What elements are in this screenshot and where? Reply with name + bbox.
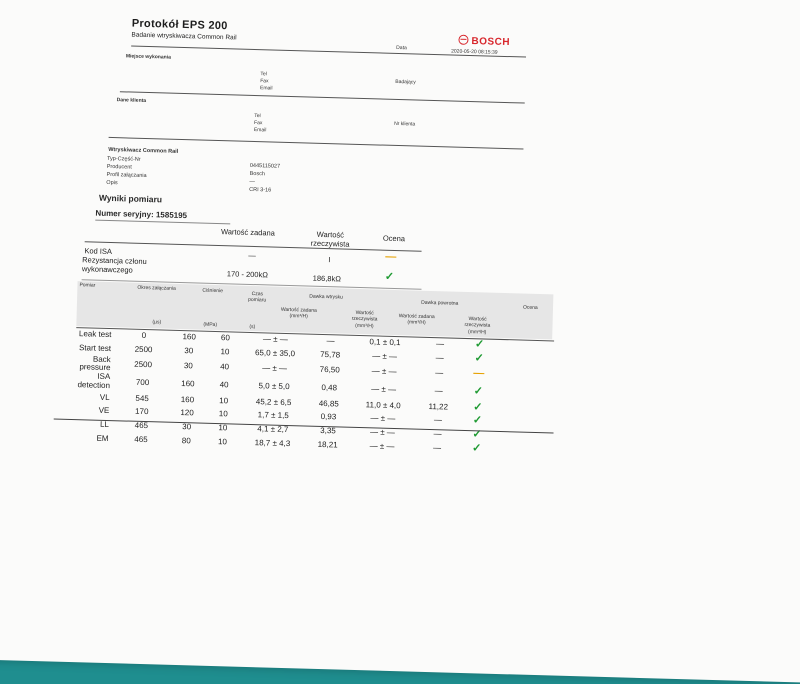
- cell-czas: 10: [218, 423, 228, 433]
- cell-cisnienie: 30: [182, 422, 192, 432]
- client-tel: Tel: [254, 112, 261, 120]
- client-no-label: Nr klienta: [394, 120, 416, 128]
- cell-wr: 76,50: [319, 365, 340, 375]
- rating-check-icon: ✓: [474, 338, 485, 351]
- cell-pr: —: [435, 368, 444, 378]
- cell-cisnienie: 160: [180, 394, 195, 404]
- profile-value: —: [249, 178, 255, 186]
- cell-wr: 18,21: [317, 439, 338, 450]
- cell-pr: —: [435, 339, 445, 349]
- cell-pz: — ± —: [372, 351, 398, 361]
- document-subtitle: Badanie wtryskiwacza Common Rail: [131, 31, 237, 42]
- cell-wz: 1,7 ± 1,5: [257, 410, 289, 421]
- cell-okres: 545: [135, 393, 149, 403]
- cell-wr: 0,93: [320, 412, 337, 422]
- type-label: Typ-Część-Nr: [106, 155, 141, 163]
- profile-label: Profil załączania: [106, 171, 147, 180]
- hdr-dawka-powrotna: Dawka powrotna: [421, 299, 459, 307]
- hdr-ocena: Ocena: [522, 304, 538, 311]
- measurement-table: [53, 327, 496, 457]
- producer-value: Bosch: [249, 170, 266, 178]
- cell-cisnienie: 160: [181, 378, 195, 389]
- cell-okres: 465: [134, 434, 148, 444]
- workplace-email: Email: [259, 85, 273, 92]
- cell-okres: 170: [134, 407, 149, 417]
- cell-okres: 0: [141, 330, 147, 340]
- col-set-value: Wartość zadana: [220, 227, 276, 238]
- cell-pz: — ± —: [370, 413, 396, 424]
- row-label: Start test: [78, 342, 112, 353]
- date-value: 2020-05-20 08:15:39: [451, 48, 498, 56]
- cell-wz: 18,7 ± 4,3: [254, 437, 291, 448]
- isa-code-label: Kod ISA: [84, 246, 113, 257]
- row-label: ISA detection: [77, 371, 111, 390]
- producer-label: Producent: [106, 163, 132, 171]
- col-actual-value: Wartość rzeczywista: [310, 229, 350, 250]
- row-label: VE: [98, 406, 110, 416]
- cell-cisnienie: 120: [180, 408, 194, 418]
- cell-czas: 10: [220, 346, 230, 357]
- cell-pz: — ± —: [369, 427, 396, 438]
- row-label: Back pressure: [79, 354, 111, 373]
- rating-check-icon: ✓: [472, 428, 482, 441]
- row-label: VL: [99, 392, 110, 402]
- cell-czas: 10: [218, 409, 228, 419]
- cell-czas: 10: [219, 395, 229, 405]
- cell-cisnienie: 160: [182, 331, 197, 342]
- cell-wz: 4,1 ± 2,7: [257, 424, 289, 435]
- injector-section-label: Wtryskiwacz Common Rail: [108, 146, 179, 155]
- cell-wr: 46,85: [318, 398, 339, 409]
- desc-label: Opis: [106, 179, 118, 187]
- cell-wr: 75,78: [320, 349, 341, 360]
- cell-czas: 40: [220, 362, 230, 372]
- hdr-dawka-wtrysku: Dawka wtrysku: [309, 293, 343, 301]
- cell-wz: — ± —: [262, 334, 288, 344]
- workplace-label: Miejsce wykonania: [125, 53, 171, 61]
- type-value: 0445115027: [249, 162, 281, 170]
- date-label: Data: [396, 44, 407, 52]
- unit-mpa: (MPa): [203, 321, 218, 329]
- isa-code-set: —: [248, 250, 256, 261]
- row-label: Leak test: [78, 329, 112, 339]
- bosch-logo: BOSCH: [458, 35, 510, 50]
- results-heading: Wyniki pomiaru: [98, 192, 163, 205]
- hdr-wr: Wartość rzeczywista (mm³/H): [351, 309, 378, 329]
- cell-pz: 0,1 ± 0,1: [369, 337, 401, 348]
- cell-pz: — ± —: [369, 441, 395, 451]
- hdr-cisnienie: Ciśnienie: [202, 287, 224, 295]
- unit-us: (µs): [152, 319, 162, 326]
- cell-wr: —: [326, 335, 335, 346]
- cell-wr: 0,48: [321, 382, 338, 393]
- cell-pr: —: [433, 415, 443, 425]
- cell-czas: 10: [217, 436, 228, 447]
- cell-czas: 60: [220, 333, 230, 343]
- divider: [120, 91, 525, 103]
- desc-value: CRI 3-16: [249, 186, 272, 194]
- cell-pz: — ± —: [371, 366, 397, 377]
- cell-cisnienie: 30: [184, 345, 194, 355]
- cell-okres: 465: [134, 420, 149, 431]
- workplace-tel: Tel: [260, 71, 267, 78]
- isa-code-rating: —: [385, 250, 397, 264]
- resistance-actual: 186,8kΩ: [312, 273, 341, 284]
- cell-wz: 5,0 ± 5,0: [258, 381, 290, 391]
- rating-check-icon: ✓: [471, 442, 482, 455]
- document-title: Protokół EPS 200: [131, 17, 228, 33]
- cell-pz: — ± —: [371, 384, 397, 394]
- cell-okres: 2500: [134, 344, 153, 354]
- rating-check-icon: ✓: [472, 414, 483, 427]
- cell-cisnienie: 80: [181, 435, 191, 446]
- cell-pr: 11,22: [428, 401, 449, 412]
- workplace-fax: Fax: [260, 78, 269, 85]
- client-fax: Fax: [253, 119, 263, 127]
- resistance-label: Rezystancja członu wykonawczego: [81, 255, 147, 276]
- hdr-wz: Wartość zadana (mm³/H): [280, 306, 317, 320]
- row-label: LL: [99, 419, 110, 430]
- col-rating: Ocena: [382, 233, 406, 244]
- isa-code-actual: I: [328, 255, 331, 265]
- unit-s: (s): [249, 323, 256, 331]
- tester-label: Badający: [395, 78, 416, 86]
- cell-cisnienie: 30: [183, 361, 193, 371]
- resistance-set: 170 - 200kΩ: [226, 269, 269, 280]
- rating-check-icon: ✓: [473, 400, 483, 414]
- cell-pr: —: [435, 352, 444, 362]
- resistance-rating-check-icon: ✓: [384, 270, 395, 283]
- rating-dash-icon: —: [473, 367, 485, 380]
- cell-okres: 700: [135, 377, 150, 388]
- client-label: Dane klienta: [116, 97, 147, 104]
- cell-czas: 40: [219, 380, 229, 390]
- cell-pr: —: [433, 429, 442, 439]
- cell-okres: 2500: [134, 360, 153, 370]
- rating-check-icon: ✓: [473, 385, 484, 398]
- hdr-pomiar: Pomiar: [79, 282, 96, 289]
- divider: [109, 137, 524, 150]
- row-label: EM: [96, 433, 109, 443]
- cell-pr: —: [433, 442, 442, 453]
- hdr-pz: Wartość zadana (mm³/H): [398, 313, 435, 327]
- cell-wz: 65,0 ± 35,0: [254, 347, 296, 358]
- cell-wz: 45,2 ± 6,5: [255, 396, 292, 407]
- hdr-czas: Czas pomiaru: [248, 290, 267, 304]
- serial-number: Numer seryjny: 1585195: [95, 208, 188, 221]
- client-email: Email: [253, 126, 267, 134]
- cell-wz: — ± —: [262, 363, 288, 374]
- hdr-okres: Okres załączania: [137, 284, 176, 292]
- bosch-logo-icon: [458, 35, 468, 45]
- cell-wr: 3,35: [320, 426, 336, 436]
- cell-pz: 11,0 ± 4,0: [365, 399, 401, 410]
- rating-check-icon: ✓: [474, 351, 485, 365]
- hdr-pr: Wartość rzeczywista (mm³/H): [464, 316, 491, 336]
- protocol-document: [77, 15, 557, 455]
- cell-pr: —: [434, 386, 443, 396]
